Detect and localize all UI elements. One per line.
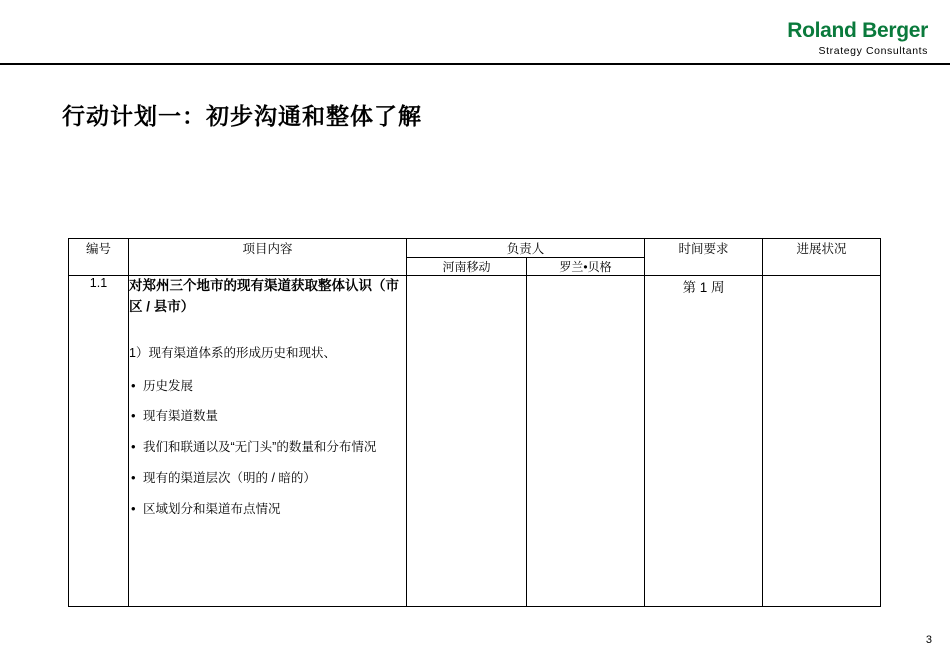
header-status: 进展状况	[763, 239, 881, 276]
header-content: 项目内容	[129, 239, 407, 276]
slide-header	[0, 0, 950, 64]
action-plan-table	[68, 238, 881, 607]
page-number: 3	[925, 634, 932, 646]
row-no: 1.1	[69, 276, 129, 607]
row-time: 第 1 周	[645, 276, 763, 607]
row-status	[763, 276, 881, 607]
header-responsible-group: 负责人	[407, 239, 645, 258]
list-item: • 我们和联通以及“无门头”的数量和分布情况	[129, 438, 406, 457]
brand-name: Roland Berger	[787, 19, 928, 42]
header-no: 编号	[69, 239, 129, 276]
header-divider	[0, 63, 950, 65]
row-subheading: 1）现有渠道体系的形成历史和现状、	[129, 345, 336, 360]
header-responsible-b: 罗兰•贝格	[527, 258, 645, 276]
brand-tagline: Strategy Consultants	[818, 45, 928, 57]
list-item: • 现有的渠道层次（明的 / 暗的）	[129, 469, 406, 488]
row-heading: 对郑州三个地市的现有渠道获取整体认识（市区 / 县市）	[129, 278, 399, 314]
table-row	[69, 276, 881, 607]
brand-logo	[787, 20, 928, 57]
table-header-row-1	[69, 239, 881, 258]
row-responsible-b	[527, 276, 645, 607]
list-item: • 现有渠道数量	[129, 407, 406, 426]
header-responsible-a: 河南移动	[407, 258, 527, 276]
header-time: 时间要求	[645, 239, 763, 276]
row-bullet-list	[129, 377, 406, 519]
list-item: • 历史发展	[129, 377, 406, 396]
list-item: • 区域划分和渠道布点情况	[129, 500, 406, 519]
row-content	[129, 276, 407, 607]
page-title: 行动计划一：初步沟通和整体了解	[62, 103, 422, 129]
row-responsible-a	[407, 276, 527, 607]
